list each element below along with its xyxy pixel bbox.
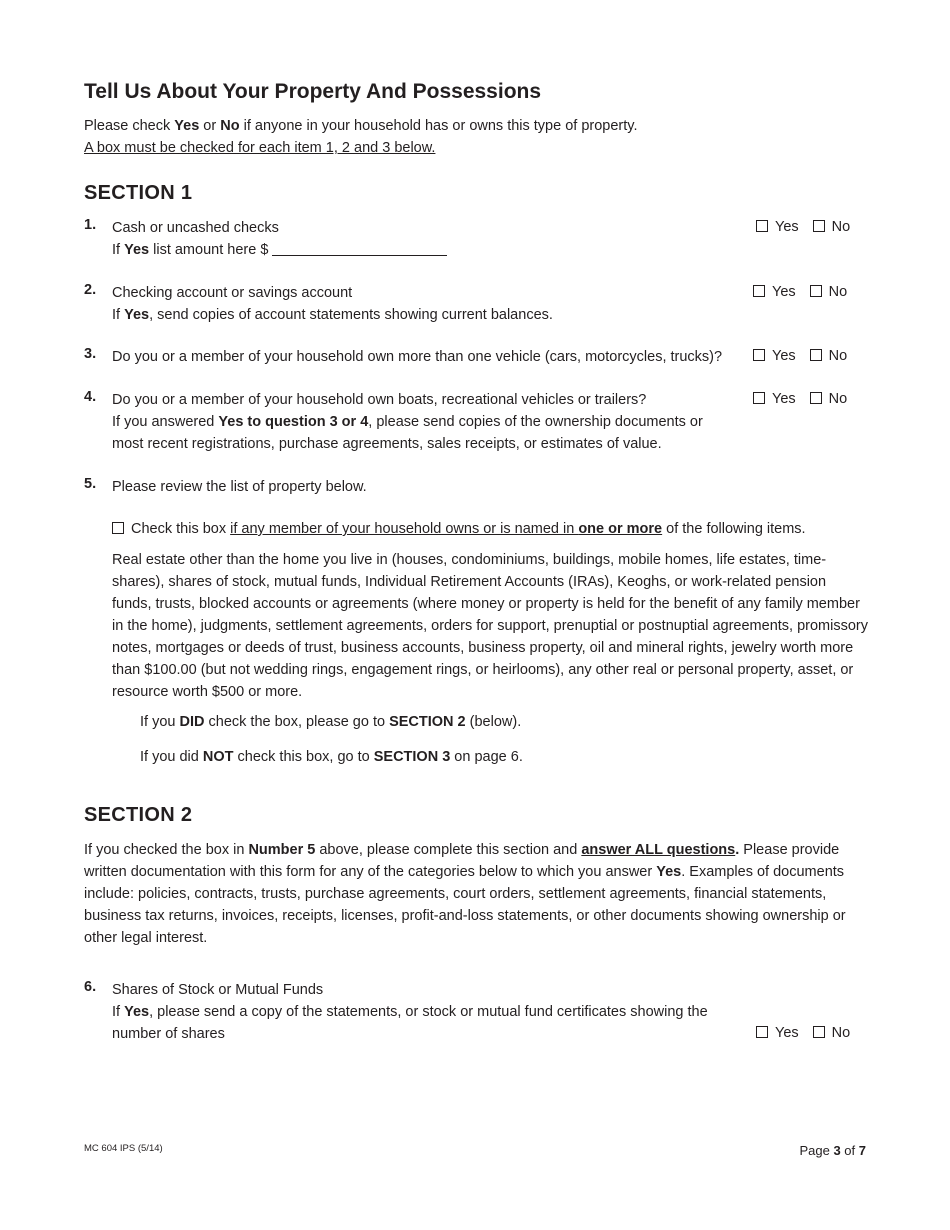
q5-property-checkbox[interactable] (112, 522, 124, 534)
property-list: Real estate other than the home you live in (houses, condominiums, buildings, mobile homes, life estates, time-shares), shares of stock, mutual funds, Individual Retirement Accounts (IRAs), Keoghs, or work-related pension funds, trusts, blocked accounts or agreements (where money or property is held for the benefit of any family member in the home), judgments, settlement agreements, orders for support, prenuptial or postnuptial agreements, promissory notes, mortgages or deeds of trust, business accounts, business property, oil and mineral rights, jewelry worth more than $100.00 (but not wedding rings, engagement rings, or heirlooms), any other real or personal property, asset, or resource worth $500 or more. (112, 552, 868, 700)
q1-text: Cash or uncashed checks If Yes list amount here $ (112, 217, 447, 261)
q4-yes-no: Yes No (753, 391, 847, 407)
q1-no-checkbox[interactable] (813, 220, 825, 232)
q2-text: Checking account or savings account If Yes, send copies of account statements showing current balances. (112, 285, 553, 323)
q4-yes-checkbox[interactable] (753, 392, 765, 404)
q5-number: 5. (84, 476, 97, 492)
page-title: Tell Us About Your Property And Possessions (84, 80, 542, 103)
section2-heading: SECTION 2 (84, 804, 193, 826)
section1-heading: SECTION 1 (84, 182, 193, 204)
q2-yes-no: Yes No (753, 284, 847, 300)
q1-yes-no: Yes No (756, 219, 850, 235)
q3-yes-no: Yes No (753, 348, 847, 364)
q4-number: 4. (84, 389, 97, 405)
q1-yes-checkbox[interactable] (756, 220, 768, 232)
q5-not-instruction: If you did NOT check this box, go to SECTION 3 on page 6. (140, 749, 523, 765)
q5-check-line: Check this box if any member of your household owns or is named in one or more of the following items. (112, 518, 806, 540)
q6-no-checkbox[interactable] (813, 1026, 825, 1038)
q5-text: Please review the list of property below. (112, 479, 367, 495)
q1-number: 1. (84, 217, 97, 233)
q5-did-instruction: If you DID check the box, please go to SECTION 2 (below). (140, 714, 522, 730)
q3-no-checkbox[interactable] (810, 349, 822, 361)
q3-yes-checkbox[interactable] (753, 349, 765, 361)
intro-text: Please check Yes or No if anyone in your household has or owns this type of property. A box must be checked for each item 1, 2 and 3 below. (84, 115, 638, 159)
q2-no-checkbox[interactable] (810, 285, 822, 297)
cash-amount-field[interactable] (272, 241, 447, 256)
q4-text: Do you or a member of your household own boats, recreational vehicles or trailers? If you answered Yes to question 3 or 4, please send copies of the ownership documents or most recent registrations, purchase agreements, sales receipts, or estimates of value. (112, 392, 703, 452)
q3-number: 3. (84, 346, 97, 362)
q6-yes-checkbox[interactable] (756, 1026, 768, 1038)
q6-yes-no: Yes No (756, 1025, 850, 1041)
intro-rule: A box must be checked for each item 1, 2 and 3 below. (84, 140, 436, 156)
form-id: MC 604 IPS (5/14) (84, 1143, 163, 1154)
q2-number: 2. (84, 282, 97, 298)
q6-text: Shares of Stock or Mutual Funds If Yes, please send a copy of the statements, or stock or mutual fund certificates showing the number of shares (112, 982, 708, 1042)
q6-number: 6. (84, 979, 97, 995)
page-number: Page 3 of 7 (799, 1143, 866, 1158)
section2-intro: If you checked the box in Number 5 above, please complete this section and answer ALL questions. Please provide written documentation with this form for any of the categories below to which you answer Yes. Examples of documents include: policies, contracts, trusts, purchase agreements, court orders, settlement agreements, financial statements, business tax returns, invoices, receipts, licenses, profit-and-loss statements, or other documents showing ownership or other legal interest. (84, 842, 846, 946)
q4-no-checkbox[interactable] (810, 392, 822, 404)
q3-text: Do you or a member of your household own more than one vehicle (cars, motorcycles, trucks)? (112, 349, 723, 365)
q2-yes-checkbox[interactable] (753, 285, 765, 297)
